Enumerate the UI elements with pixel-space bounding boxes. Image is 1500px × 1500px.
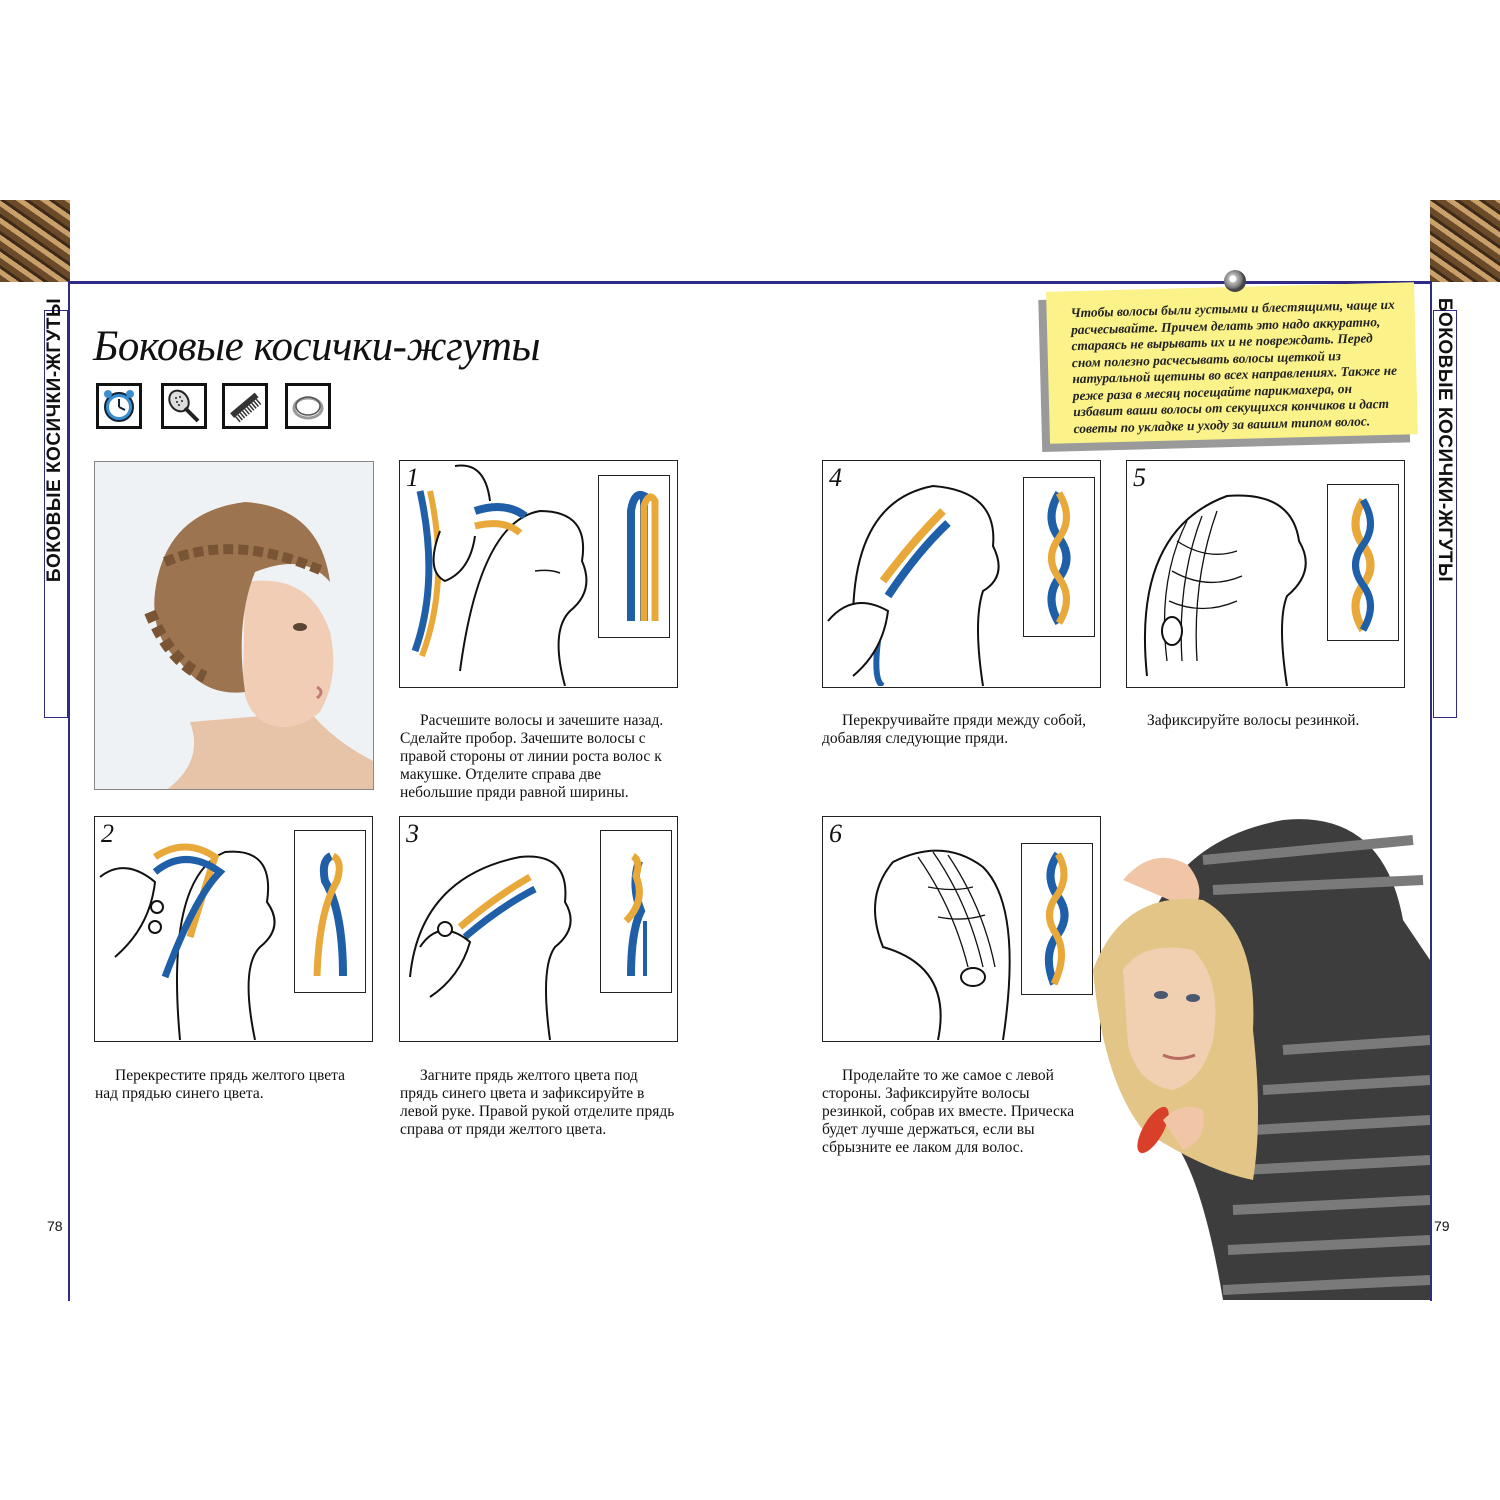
- step-1-caption: [400, 712, 675, 802]
- step-4-number: 4: [829, 463, 842, 492]
- brush-icon: [161, 383, 207, 429]
- tip-note: [1046, 282, 1418, 444]
- comb-icon: [222, 383, 268, 429]
- corner-braid-image-right: [1430, 200, 1500, 282]
- step-3-text: Загните прядь желтого цвета под прядь синего цвета и зафиксируйте в левой руке. Правой рукой отделите прядь справа от пряди желтого цвета.: [400, 1067, 675, 1138]
- step-6-text: Проделайте то же самое с левой стороны. Зафиксируйте волосы резинкой, собрав их вместе. Прическа будет лучше держаться, если вы сбрызните ее лаком для волос.: [822, 1067, 1075, 1156]
- step-3-illustration: [399, 816, 678, 1042]
- step-3-caption: [400, 1067, 678, 1139]
- step-6-number: 6: [829, 819, 842, 848]
- step-4-illustration: [822, 460, 1101, 688]
- step-6-caption: [822, 1067, 1077, 1157]
- step-2-text: Перекрестите прядь желтого цвета над прядью синего цвета.: [95, 1067, 346, 1102]
- step-3-number: 3: [406, 819, 419, 848]
- corner-braid-image-left: [0, 200, 70, 282]
- step-2-caption: [95, 1067, 370, 1103]
- step-2-strand-diagram: [294, 830, 366, 993]
- step-4-strand-diagram: [1023, 477, 1095, 637]
- step-5-text: Зафиксируйте волосы резинкой.: [1147, 712, 1360, 729]
- step-2-number: 2: [101, 819, 114, 848]
- step-1-text: Расчешите волосы и зачешите назад. Сделайте пробор. Зачешите волосы с правой стороны от линии роста волос к макушке. Отделите справа две небольшие пряди равной ширины.: [400, 712, 664, 801]
- page-title: Боковые косички-жгуты: [93, 323, 541, 370]
- step-3-strand-diagram: [600, 830, 672, 993]
- left-rule: [68, 281, 70, 1301]
- right-rule: [1430, 281, 1432, 1301]
- step-1-strand-diagram: [598, 475, 670, 638]
- page-number-left: 78: [47, 1218, 63, 1234]
- step-2-illustration: [94, 816, 373, 1042]
- pin-icon: [1224, 270, 1246, 292]
- tip-note-text: Чтобы волосы были густыми и блестящими, чаще их расчесывайте. Причем делать это надо аккуратно, стараясь не вырывать их и не повреждать. Перед сном полезно расчесывать волосы щеткой из натуральной щетины во всех направлениях. Также не реже раза в месяц посещайте парикмахера, он избавит ваши волосы от секущихся кончиков и даст советы по укладке и уходу за вашим типом волос.: [1070, 296, 1398, 436]
- step-5-illustration: [1126, 460, 1405, 688]
- step-1-number: 1: [406, 463, 419, 492]
- step-4-caption: [822, 712, 1101, 748]
- side-label-right: БОКОВЫЕ КОСИЧКИ-ЖГУТЫ: [1434, 297, 1455, 583]
- page-number-right: 79: [1434, 1218, 1450, 1234]
- woman-brushing-hair-photo: [1083, 800, 1430, 1300]
- clock-icon: [96, 383, 142, 429]
- hairstyle-photo: [94, 461, 374, 790]
- step-5-strand-diagram: [1327, 484, 1399, 641]
- step-5-caption: [1127, 712, 1406, 730]
- step-4-text: Перекручивайте пряди между собой, добавляя следующие пряди.: [822, 712, 1087, 747]
- step-1-illustration: [399, 460, 678, 688]
- hair-tie-icon: [285, 383, 331, 429]
- side-label-left: БОКОВЫЕ КОСИЧКИ-ЖГУТЫ: [44, 297, 65, 583]
- step-5-number: 5: [1133, 463, 1146, 492]
- step-6-illustration: [822, 816, 1101, 1042]
